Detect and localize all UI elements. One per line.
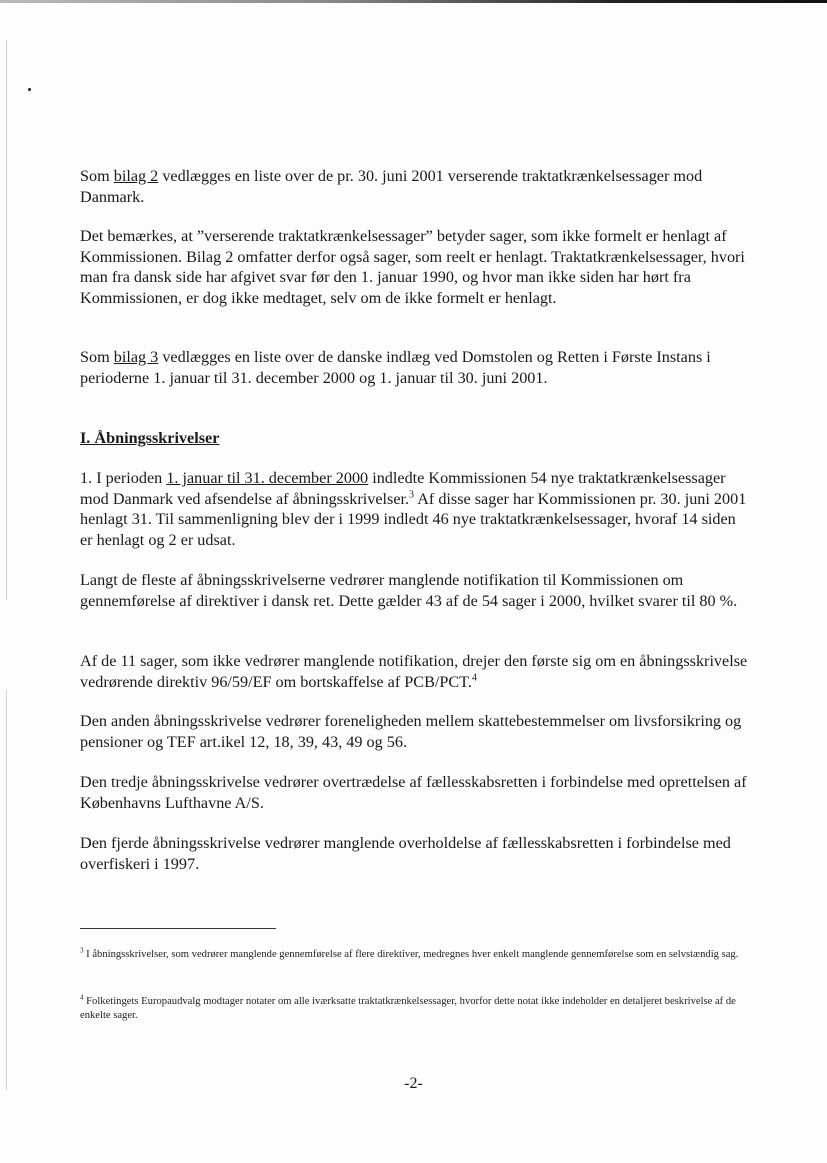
paragraph-bilag-2: Som bilag 2 vedlægges en liste over de pr. 30. juni 2001 verserende traktatkrænkelsessager mod Danmark. xyxy=(80,167,703,206)
footnote-4: $^4$ Folketingets Europaudvalg modtager notater om alle iværksatte traktatkrænkelsessager, hvorfor dette notat ikke indeholder en detaljeret beskrivelse af de enkelte sager. xyxy=(80,993,736,1021)
period-reference: 1. januar til 31. december 2000 xyxy=(166,469,369,487)
footnote-separator xyxy=(80,928,276,929)
section-paragraph-3: Af de 11 sager, som ikke vedrører manglende notifikation, drejer den første sig om en åbningsskrivelse vedrørende direktiv 96/59/EF om bortskaffelse af PCB/PCT.$^4$ xyxy=(80,652,748,691)
bilag-3-reference: bilag 3 xyxy=(113,348,159,366)
footnote-ref-4: 4 xyxy=(471,672,477,684)
bilag-2-reference: bilag 2 xyxy=(113,167,159,185)
scan-margin-mark xyxy=(6,40,7,600)
section-paragraph-2: Langt de fleste af åbningsskrivelserne vedrører manglende notifikation til Kommissionen om gennemførelse af direktiver i dansk ret. Dette gælder 43 af de 54 sager i 2000, hvilket svarer til 80 %. xyxy=(80,571,738,610)
footnote-3: $^3$ I åbningsskrivelser, som vedrører manglende gennemførelse af flere direktiver, medregnes hver enkelt manglende gennemførelse som en selvstændig sag. xyxy=(80,946,739,960)
footnote-ref-3: 3 xyxy=(409,489,415,501)
section-paragraph-6: Den fjerde åbningsskrivelse vedrører manglende overholdelse af fællesskabsretten i forbindelse med overfiskeri i 1997. xyxy=(80,834,731,873)
scan-margin-mark xyxy=(6,690,7,1090)
paragraph-bilag-3: Som bilag 3 vedlægges en liste over de danske indlæg ved Domstolen og Retten i Første Instans i perioderne 1. januar til 31. december 2000 og 1. januar til 30. juni 2001. xyxy=(80,348,711,387)
page-number: -2- xyxy=(404,1075,423,1092)
paragraph-definition: Det bemærkes, at ”verserende traktatkrænkelsessager” betyder sager, som ikke formelt er henlagt af Kommissionen. Bilag 2 omfatter derfor også sager, som reelt er henlagt. Traktatkrænkelsessager, hvori man fra dansk side har afgivet svar før den 1. januar 1990, og hvor man ikke siden har hørt fra Kommissionen, er dog ikke medtaget, selv om de ikke formelt er henlagt. xyxy=(80,227,745,307)
scan-margin-dot xyxy=(28,88,31,91)
section-paragraph-5: Den tredje åbningsskrivelse vedrører overtrædelse af fællesskabsretten i forbindelse med oprettelsen af Københavns Lufthavne A/S. xyxy=(80,773,747,812)
scan-top-edge xyxy=(0,0,827,3)
section-heading: I. Åbningsskrivelser xyxy=(80,429,220,447)
section-paragraph-1: 1. I perioden 1. januar til 31. december 2000 indledte Kommissionen 54 nye traktatkrænkelsessager mod Danmark ved afsendelse af åbningsskrivelser.$^3$ Af disse sager har Kommissionen pr. 30. juni 2001 henlagt 31. Til sammenligning blev der i 1999 indledt 46 nye traktatkrænkelsessager, hvoraf 14 siden er henlagt og 2 er udsat. xyxy=(80,469,747,549)
section-paragraph-4: Den anden åbningsskrivelse vedrører foreneligheden mellem skattebestemmelser om livsforsikring og pensioner og TEF art.ikel 12, 18, 39, 43, 49 og 56. xyxy=(80,712,742,751)
